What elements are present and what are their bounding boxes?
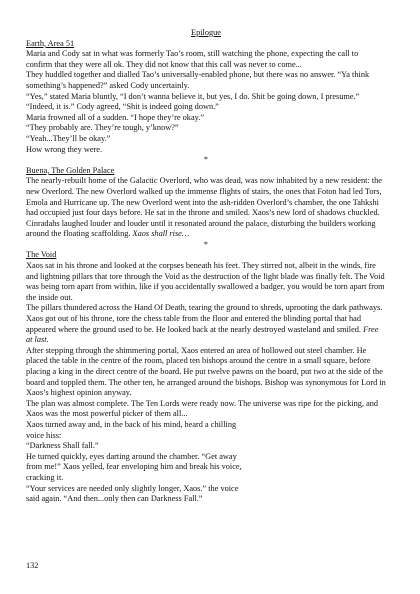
paragraph: voice hiss: <box>26 430 62 440</box>
paragraph: “Indeed, it is.” Cody agreed, “Shit is indeed going down.” <box>26 102 219 112</box>
paragraph: Maria and Cody sat in what was formerly Tao’s room, still watching the phone, expecting the call to confirm that they were all ok. They did not know that this call was never to come... <box>26 49 359 69</box>
paragraph: “Darkness Shall fall.” <box>26 441 99 451</box>
paragraph-text: The pillars thundered across the Hand Of Death, tearing the ground to shreds, uprooting the dark pathways. Xaos got out of his throne, tore the chess table from the floor and entered the blinding portal that had appeared where the ground used to be. He looked back at the nearly destroyed wasteland and smiled. <box>26 303 383 334</box>
page-number: 132 <box>26 561 39 570</box>
paragraph <box>26 219 386 240</box>
paragraph: from me!” Xaos yelled, fear enveloping him and break his voice, <box>26 462 242 472</box>
section-body-buena <box>26 176 386 240</box>
paragraph: Xaos sat in his throne and looked at the corpses beneath his feet. They stirred not, albeit in the winds, fire and lightning pillars that tore through the Void as the destruction of the light blade was finally felt. The Void was being torn apart from within, like if you accidentally swallowed a badger, you would be torn apart from the inside out. <box>26 261 385 302</box>
paragraph: They huddled together and dialled Tao’s universally-enabled phone, but there was no answer. “Ya think something’s happened?” asked Cody uncertainly. <box>26 70 370 90</box>
chapter-title: Epilogue <box>191 28 221 37</box>
paragraph: How wrong they were. <box>26 144 103 154</box>
paragraph: “Yes,” stated Maria bluntly, “I don’t wanna believe it, but yes, I do. Shit be going down, I presume.” <box>26 91 360 101</box>
scene-separator: * <box>203 239 209 249</box>
paragraph: The plan was almost complete. The Ten Lords were ready now. The universe was ripe for the picking, and Xaos was the most powerful picker of them all... <box>26 398 379 419</box>
italic-text: Free at last. <box>26 324 379 345</box>
paragraph: “Yeah...They’ll be okay.” <box>26 133 111 143</box>
paragraph: cracking it. <box>26 472 64 482</box>
section-body-void <box>26 261 386 505</box>
paragraph: He turned quickly, eyes darting around the chamber. “Get away <box>26 451 237 461</box>
paragraph-text: Cinradahs laughed louder and louder until it resonated around the palace, disturbing the builders working around the floating scaffolding. <box>26 218 376 239</box>
italic-text: Xaos shall rise… <box>132 229 190 239</box>
paragraph: The nearly-rebuilt home of the Galactic Overlord, who was dead, was now inhabited by a new resident: the new Overlord. The new Overlord walked up the immense flights of stairs, the ones that Foton had led Tors, Emola and Hurricane up. The new Overlord went into the ash-ridden Overlord’s chamber, the one Tahkshi had occupied just four days before. He sat in the throne and smiled. Xaos’s new lord of shadows chuckled. <box>26 176 382 218</box>
section-heading-earth: Earth, Area 51 <box>26 38 75 48</box>
paragraph: Maria frowned all of a sudden. “I hope they’re okay.” <box>26 112 205 122</box>
section-body-earth <box>26 49 386 155</box>
section-heading-buena: Buena, The Golden Palace <box>26 165 115 175</box>
paragraph: After stepping through the shimmering portal, Xaos entered an area of hollowed out steel chamber. He placed the table in the centre of the room, placed ten bishops around the centre in a small square, before placing a king in the direct centre of the board. He put twelve pawns on the board, put two at the side of the board and toppled them. The other ten, he arranged around the bishops. Bishop was synonymous for Lord in Xaos’s highest opinion anyway. <box>26 345 386 398</box>
paragraph: said again. “And then...only then can Darkness Fall.” <box>26 494 203 504</box>
paragraph <box>26 303 386 345</box>
paragraph: Xaos turned away and, in the back of his mind, heard a chilling <box>26 419 237 429</box>
paragraph: “They probably are. They’re tough, y’know?” <box>26 123 179 133</box>
section-heading-void: The Void <box>26 250 57 260</box>
paragraph: “Your services are needed only slightly longer, Xaos.” the voice <box>26 483 239 493</box>
scene-separator: * <box>203 155 209 165</box>
